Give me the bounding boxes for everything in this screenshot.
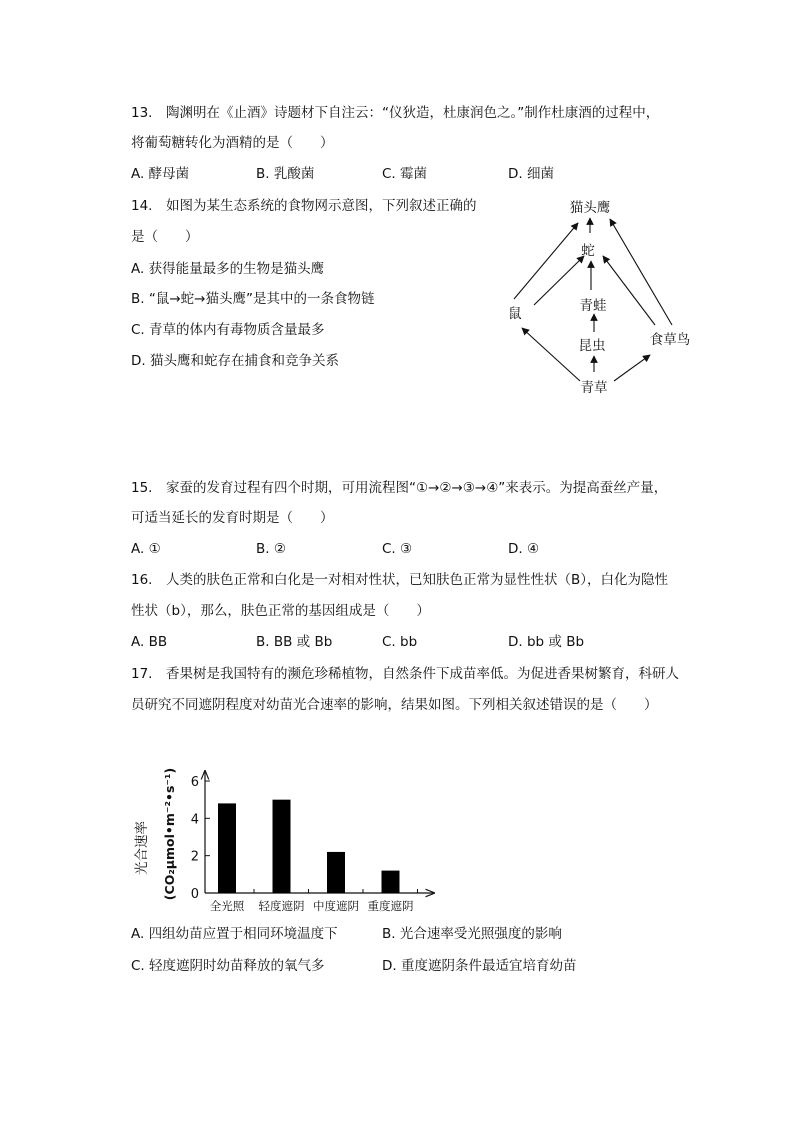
q17-option-a: A. 四组幼苗应置于相同环境温度下 [131,926,338,942]
node-snake: 蛇 [581,243,595,259]
arrow-mouse-snake [534,256,584,305]
node-mouse: 鼠 [508,306,522,322]
q17-stem-line1: 17. 香果树是我国特有的濒危珍稀植物，自然条件下成苗率低。为促进香果树繁育，科研人 [131,666,679,682]
x-category-label: 中度遮阴 [313,899,359,913]
q13-option-c: C. 霉菌 [382,166,428,182]
photosynthesis-bar-chart [128,768,448,918]
q14-stem-line1: 14. 如图为某生态系统的食物网示意图，下列叙述正确的 [131,198,477,214]
arrow-bird-snake [603,256,655,325]
arrow-grass-mouse [522,328,580,381]
x-category-label: 全光照 [209,899,245,913]
q13-stem-line1: 13. 陶渊明在《止酒》诗题材下自注云：“仪狄造，杜康润色之。”制作杜康酒的过程中， [131,105,660,121]
q16-option-c: C. bb [382,634,418,650]
q16-option-b: B. BB 或 Bb [256,634,333,650]
y-axis-label: 光合速率 [134,821,150,875]
y-axis-unit: (CO₂μmol•m⁻²•s⁻¹) [162,768,177,901]
food-web-diagram [500,193,730,403]
y-tick-label: 4 [190,812,199,828]
q16-stem-line2: 性状（b），那么，肤色正常的基因组成是（ ） [131,603,430,619]
q15-stem-line2: 可适当延长的发育时期是（ ） [131,510,334,526]
q17-stem-line2: 员研究不同遮阴程度对幼苗光合速率的影响，结果如图。下列相关叙述错误的是（ ） [131,697,658,713]
q15-option-b: B. ② [256,541,286,557]
q14-option-b: B. “鼠→蛇→猫头鹰”是其中的一条食物链 [131,291,375,307]
node-owl: 猫头鹰 [569,200,611,216]
q13-stem-line2: 将葡萄糖转化为酒精的是（ ） [131,135,334,151]
bar-3 [327,852,345,893]
q13-option-b: B. 乳酸菌 [256,166,315,182]
q15-option-c: C. ③ [382,541,413,557]
node-bird: 食草鸟 [649,332,691,348]
q17-option-b: B. 光合速率受光照强度的影响 [382,926,562,942]
y-tick-label: 0 [190,887,199,902]
y-tick-label: 2 [190,849,199,865]
arrow-mouse-owl [514,223,578,299]
q14-option-c: C. 青草的体内有毒物质含量最多 [131,322,325,338]
q14-stem-line2: 是（ ） [131,229,199,245]
y-tick-label: 6 [190,775,199,790]
q14-option-a: A. 获得能量最多的生物是猫头鹰 [131,261,325,277]
q15-option-a: A. ① [131,541,161,557]
q15-option-d: D. ④ [508,541,540,557]
q16-option-a: A. BB [131,634,168,650]
q17-option-d: D. 重度遮阴条件最适宜培育幼苗 [382,958,577,974]
q17-option-c: C. 轻度遮阴时幼苗释放的氧气多 [131,958,325,974]
node-frog: 青蛙 [579,298,607,314]
arrow-grass-bird [614,355,650,381]
node-grass: 青草 [580,380,608,396]
q16-option-d: D. bb 或 Bb [508,634,585,650]
q13-option-a: A. 酵母菌 [131,166,190,182]
x-category-label: 重度遮阴 [367,899,414,913]
arrow-bird-owl [610,219,672,325]
q15-stem-line1: 15. 家蚕的发育过程有四个时期，可用流程图“①→②→③→④”来表示。为提高蚕丝产量， [131,480,668,496]
bar-1 [218,803,236,893]
q13-option-d: D. 细菌 [508,166,554,182]
q14-option-d: D. 猫头鹰和蛇存在捕食和竞争关系 [131,353,339,369]
bar-2 [273,800,291,893]
bar-4 [382,871,400,893]
q16-stem-line1: 16. 人类的肤色正常和白化是一对相对性状，已知肤色正常为显性性状（B），白化为隐性 [131,572,668,588]
node-insect: 昆虫 [578,338,606,354]
x-category-label: 轻度遮阴 [258,899,305,913]
